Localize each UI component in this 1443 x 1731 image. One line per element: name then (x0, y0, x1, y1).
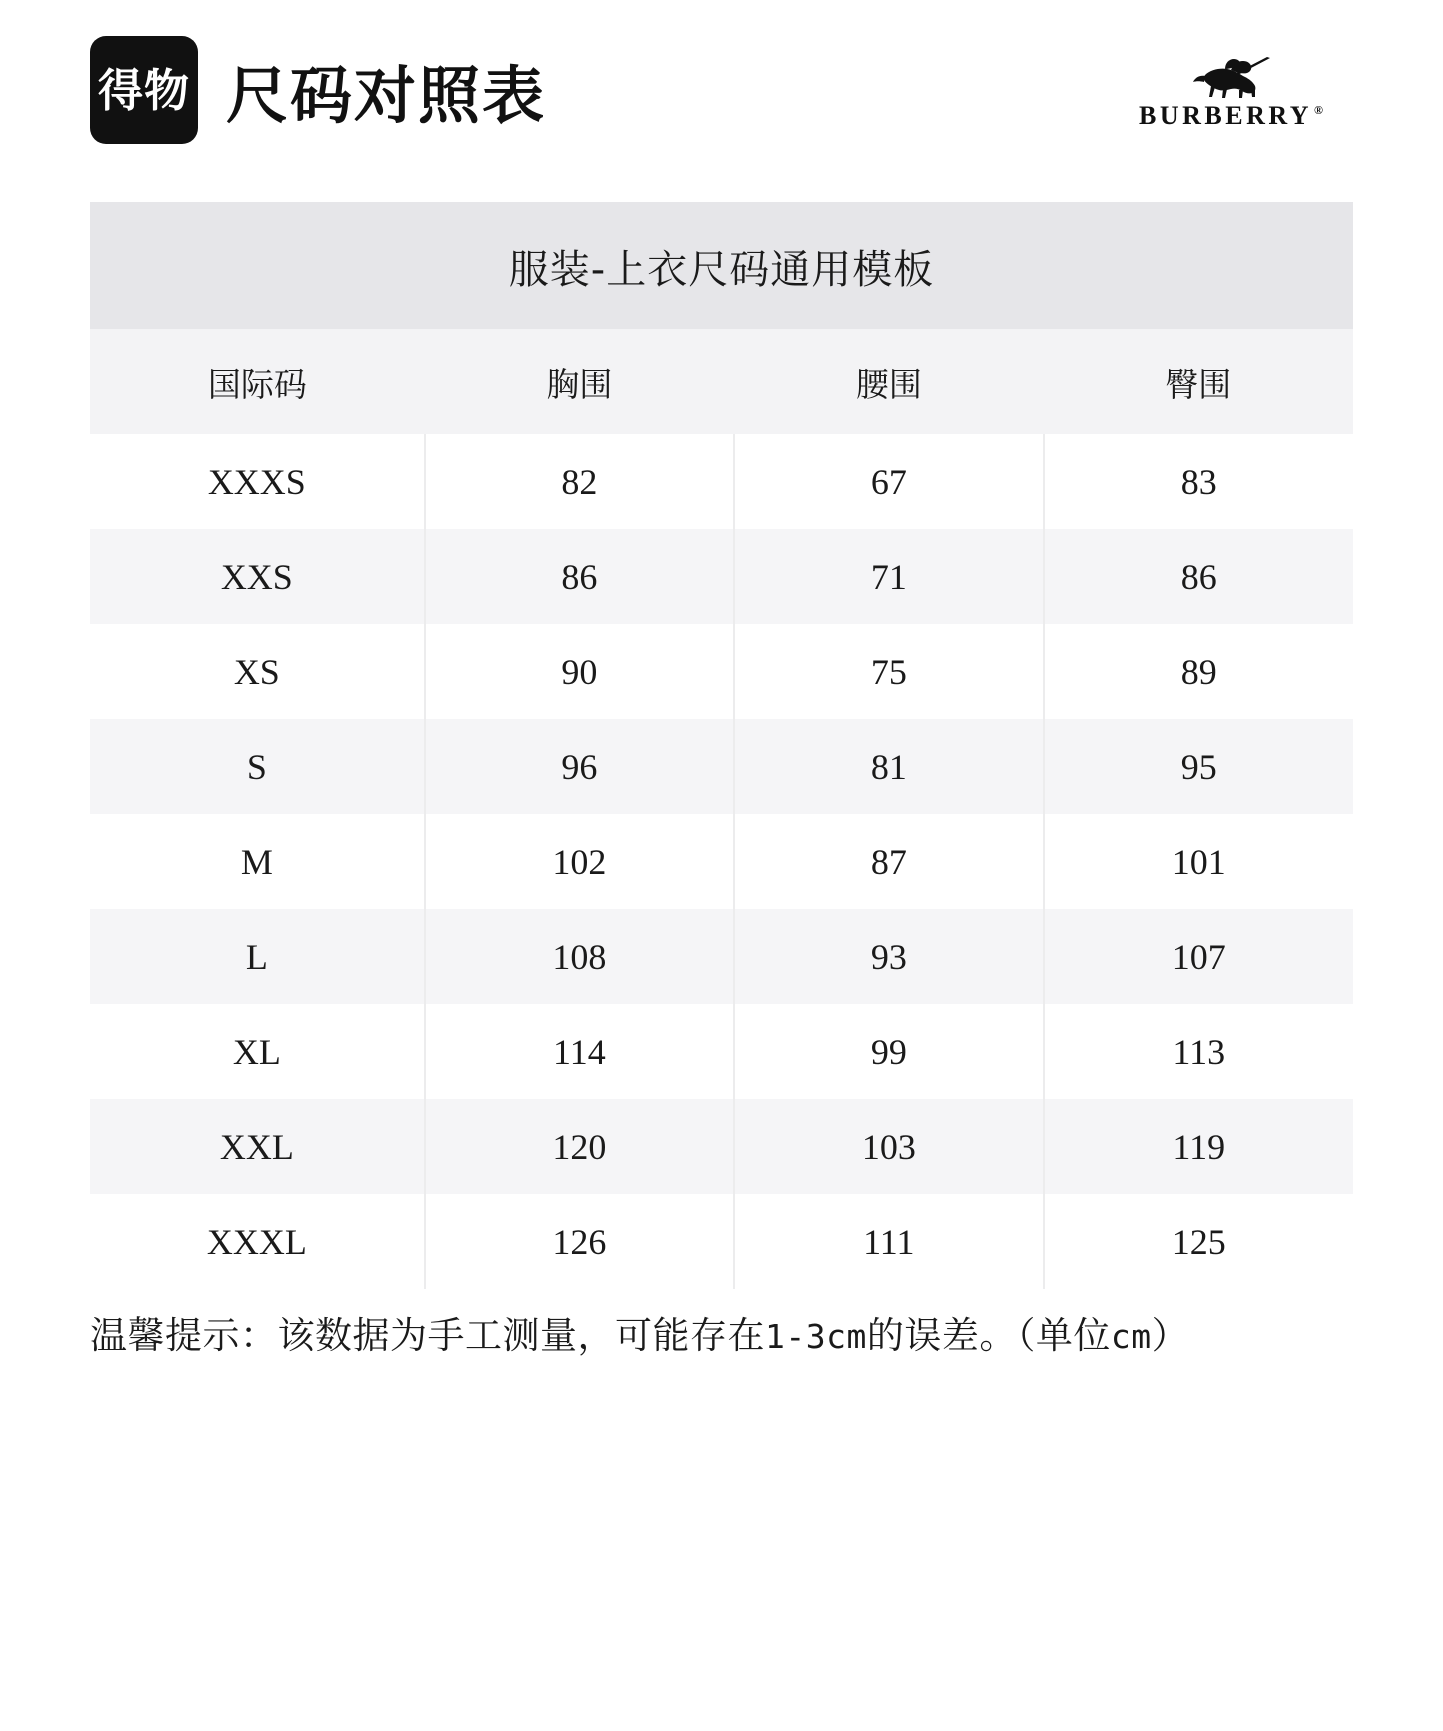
column-header-chest: 胸围 (425, 329, 734, 434)
cell-waist: 67 (734, 434, 1043, 529)
table-row (90, 529, 1353, 624)
cell-size: M (90, 814, 425, 909)
note-tolerance: 1-3cm (765, 1317, 867, 1356)
cell-size: XXL (90, 1099, 425, 1194)
table-caption: 服装-上衣尺码通用模板 (90, 202, 1353, 329)
note-suffix: 的误差。（单位 (866, 1314, 1111, 1357)
page-header (0, 0, 1443, 150)
cell-hip: 86 (1044, 529, 1353, 624)
dewu-logo-text: 得物 (97, 63, 190, 117)
cell-waist: 81 (734, 719, 1043, 814)
cell-chest: 96 (425, 719, 734, 814)
cell-waist: 87 (734, 814, 1043, 909)
cell-chest: 102 (425, 814, 734, 909)
note-prefix: 温馨提示：该数据为手工测量，可能存在 (90, 1314, 765, 1357)
table-row (90, 909, 1353, 1004)
size-chart-container (90, 202, 1353, 1289)
note-end: ） (1151, 1314, 1190, 1357)
table-row (90, 1194, 1353, 1289)
column-header-hip: 臀围 (1044, 329, 1353, 434)
dewu-logo-badge (90, 36, 198, 144)
cell-chest: 90 (425, 624, 734, 719)
cell-size: XXXL (90, 1194, 425, 1289)
table-row (90, 814, 1353, 909)
cell-hip: 125 (1044, 1194, 1353, 1289)
cell-hip: 89 (1044, 624, 1353, 719)
burberry-knight-icon (1171, 55, 1291, 99)
cell-waist: 111 (734, 1194, 1043, 1289)
cell-waist: 75 (734, 624, 1043, 719)
note-unit: cm (1110, 1317, 1152, 1356)
cell-hip: 119 (1044, 1099, 1353, 1194)
cell-chest: 82 (425, 434, 734, 529)
table-body (90, 434, 1353, 1289)
cell-size: XS (90, 624, 425, 719)
size-chart-table (90, 202, 1353, 1289)
table-row (90, 719, 1353, 814)
table-row (90, 1004, 1353, 1099)
brand-logo-registered-mark: ® (1314, 103, 1323, 118)
brand-logo-word-text: BURBERRY (1139, 101, 1313, 130)
cell-chest: 108 (425, 909, 734, 1004)
brand-logo (1139, 55, 1323, 131)
column-header-size: 国际码 (90, 329, 425, 434)
table-head (90, 329, 1353, 434)
page-title: 尺码对照表 (226, 58, 547, 132)
cell-size: XXXS (90, 434, 425, 529)
table-row (90, 1099, 1353, 1194)
cell-hip: 113 (1044, 1004, 1353, 1099)
cell-size: S (90, 719, 425, 814)
cell-hip: 107 (1044, 909, 1353, 1004)
cell-size: L (90, 909, 425, 1004)
cell-size: XXS (90, 529, 425, 624)
cell-chest: 120 (425, 1099, 734, 1194)
brand-logo-wordmark (1139, 101, 1323, 131)
cell-hip: 101 (1044, 814, 1353, 909)
measurement-note (90, 1309, 1360, 1363)
column-header-waist: 腰围 (734, 329, 1043, 434)
cell-chest: 126 (425, 1194, 734, 1289)
cell-waist: 93 (734, 909, 1043, 1004)
table-row (90, 624, 1353, 719)
cell-hip: 83 (1044, 434, 1353, 529)
cell-hip: 95 (1044, 719, 1353, 814)
cell-waist: 103 (734, 1099, 1043, 1194)
cell-waist: 71 (734, 529, 1043, 624)
table-row (90, 434, 1353, 529)
table-header-row (90, 329, 1353, 434)
cell-chest: 114 (425, 1004, 734, 1099)
cell-size: XL (90, 1004, 425, 1099)
cell-chest: 86 (425, 529, 734, 624)
cell-waist: 99 (734, 1004, 1043, 1099)
